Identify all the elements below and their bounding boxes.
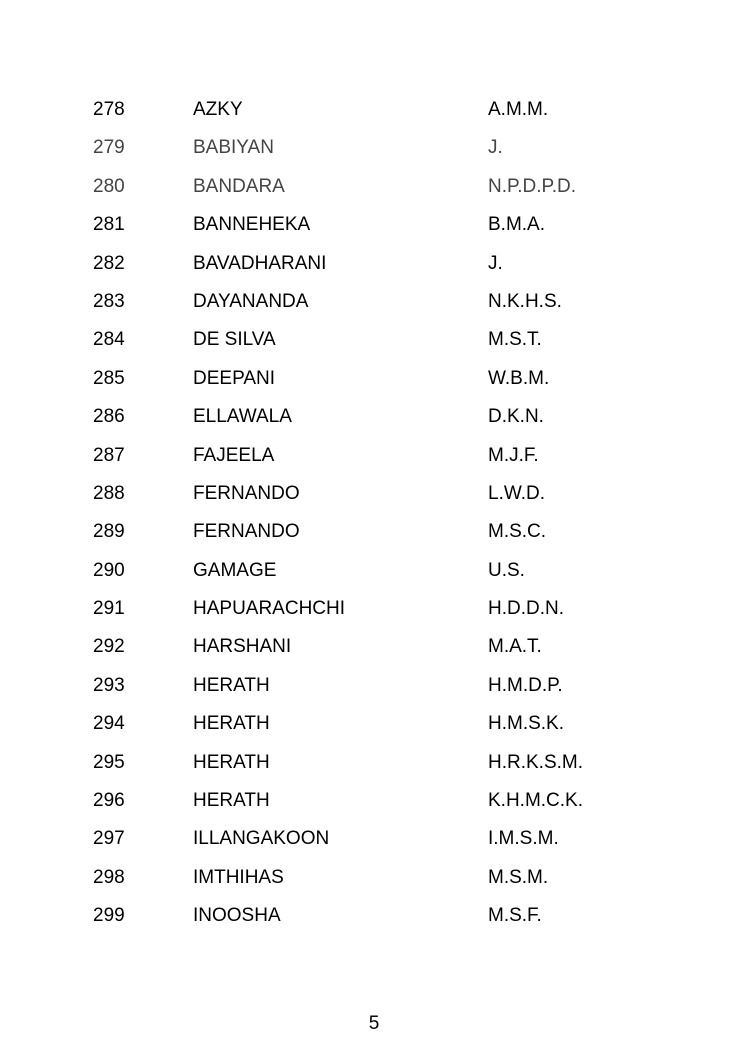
entry-initials: W.B.M. <box>488 367 550 389</box>
entry-initials: D.K.N. <box>488 406 544 428</box>
entry-surname: AZKY <box>193 99 243 120</box>
entry-surname: DAYANANDA <box>193 290 309 312</box>
name-list <box>0 91 748 936</box>
entry-initials: M.S.C. <box>488 521 547 543</box>
list-item <box>0 513 748 551</box>
entry-number: 293 <box>93 674 125 696</box>
entry-initials: H.R.K.S.M. <box>488 751 584 773</box>
entry-number: 283 <box>93 290 125 312</box>
entry-number: 297 <box>93 828 125 850</box>
entry-initials: A.M.M. <box>488 99 549 120</box>
page-number: 5 <box>368 1013 380 1034</box>
entry-number: 295 <box>93 751 125 773</box>
list-item <box>0 475 748 513</box>
entry-surname: HERATH <box>193 790 270 812</box>
entry-surname: HERATH <box>193 713 270 735</box>
entry-initials: M.S.F. <box>488 905 542 927</box>
entry-number: 287 <box>93 444 125 466</box>
list-item <box>0 360 748 398</box>
entry-surname: DEEPANI <box>193 367 276 389</box>
entry-surname: HAPUARACHCHI <box>193 598 346 620</box>
list-item <box>0 321 748 359</box>
list-item <box>0 667 748 705</box>
entry-number: 284 <box>93 329 125 351</box>
entry-number: 299 <box>93 905 125 927</box>
entry-initials: L.W.D. <box>488 482 546 504</box>
list-item <box>0 820 748 858</box>
entry-number: 292 <box>93 636 125 658</box>
entry-surname: INOOSHA <box>193 905 281 927</box>
entry-initials: I.M.S.M. <box>488 828 559 850</box>
entry-surname: FERNANDO <box>193 482 300 504</box>
list-item <box>0 590 748 628</box>
entry-surname: HERATH <box>193 674 270 696</box>
entry-number: 294 <box>93 713 125 735</box>
entry-number: 281 <box>93 214 125 236</box>
list-item <box>0 245 748 283</box>
entry-initials: J. <box>488 137 503 159</box>
list-item <box>0 897 748 935</box>
entry-surname: HERATH <box>193 751 270 773</box>
entry-initials: H.M.D.P. <box>488 674 563 696</box>
entry-number: 280 <box>93 175 125 197</box>
entry-surname: IMTHIHAS <box>193 866 284 888</box>
entry-surname: DE SILVA <box>193 329 276 351</box>
entry-initials: H.M.S.K. <box>488 713 565 735</box>
list-item <box>0 283 748 321</box>
entry-number: 296 <box>93 790 125 812</box>
list-item <box>0 744 748 782</box>
entry-initials: N.P.D.P.D. <box>488 175 577 197</box>
entry-number: 282 <box>93 252 125 274</box>
entry-surname: FAJEELA <box>193 444 275 466</box>
entry-number: 291 <box>93 598 125 620</box>
entry-initials: M.A.T. <box>488 636 542 658</box>
entry-number: 279 <box>93 137 125 159</box>
list-item <box>0 168 748 206</box>
entry-initials: H.D.D.N. <box>488 598 564 620</box>
list-item <box>0 782 748 820</box>
entry-surname: FERNANDO <box>193 521 300 543</box>
entry-number: 285 <box>93 367 125 389</box>
entry-initials: N.K.H.S. <box>488 290 562 312</box>
entry-initials: M.S.T. <box>488 329 542 351</box>
entry-number: 290 <box>93 559 125 581</box>
entry-surname: BANDARA <box>193 175 285 197</box>
list-item <box>0 398 748 436</box>
entry-number: 298 <box>93 866 125 888</box>
list-item <box>0 552 748 590</box>
entry-surname: BAVADHARANI <box>193 252 327 274</box>
entry-surname: ILLANGAKOON <box>193 828 330 850</box>
list-item <box>0 129 748 167</box>
entry-surname: BABIYAN <box>193 137 274 159</box>
entry-initials: M.S.M. <box>488 866 549 888</box>
list-item <box>0 437 748 475</box>
entry-initials: U.S. <box>488 559 525 581</box>
entry-number: 278 <box>93 99 125 120</box>
entry-initials: M.J.F. <box>488 444 539 466</box>
entry-surname: GAMAGE <box>193 559 277 581</box>
list-item <box>0 705 748 743</box>
list-item <box>0 206 748 244</box>
list-item <box>0 91 748 129</box>
entry-number: 286 <box>93 406 125 428</box>
entry-surname: ELLAWALA <box>193 406 292 428</box>
list-item <box>0 628 748 666</box>
list-item <box>0 859 748 897</box>
entry-initials: J. <box>488 252 503 274</box>
entry-surname: BANNEHEKA <box>193 214 311 236</box>
entry-number: 289 <box>93 521 125 543</box>
entry-initials: K.H.M.C.K. <box>488 790 584 812</box>
entry-surname: HARSHANI <box>193 636 292 658</box>
entry-initials: B.M.A. <box>488 214 546 236</box>
entry-number: 288 <box>93 482 125 504</box>
